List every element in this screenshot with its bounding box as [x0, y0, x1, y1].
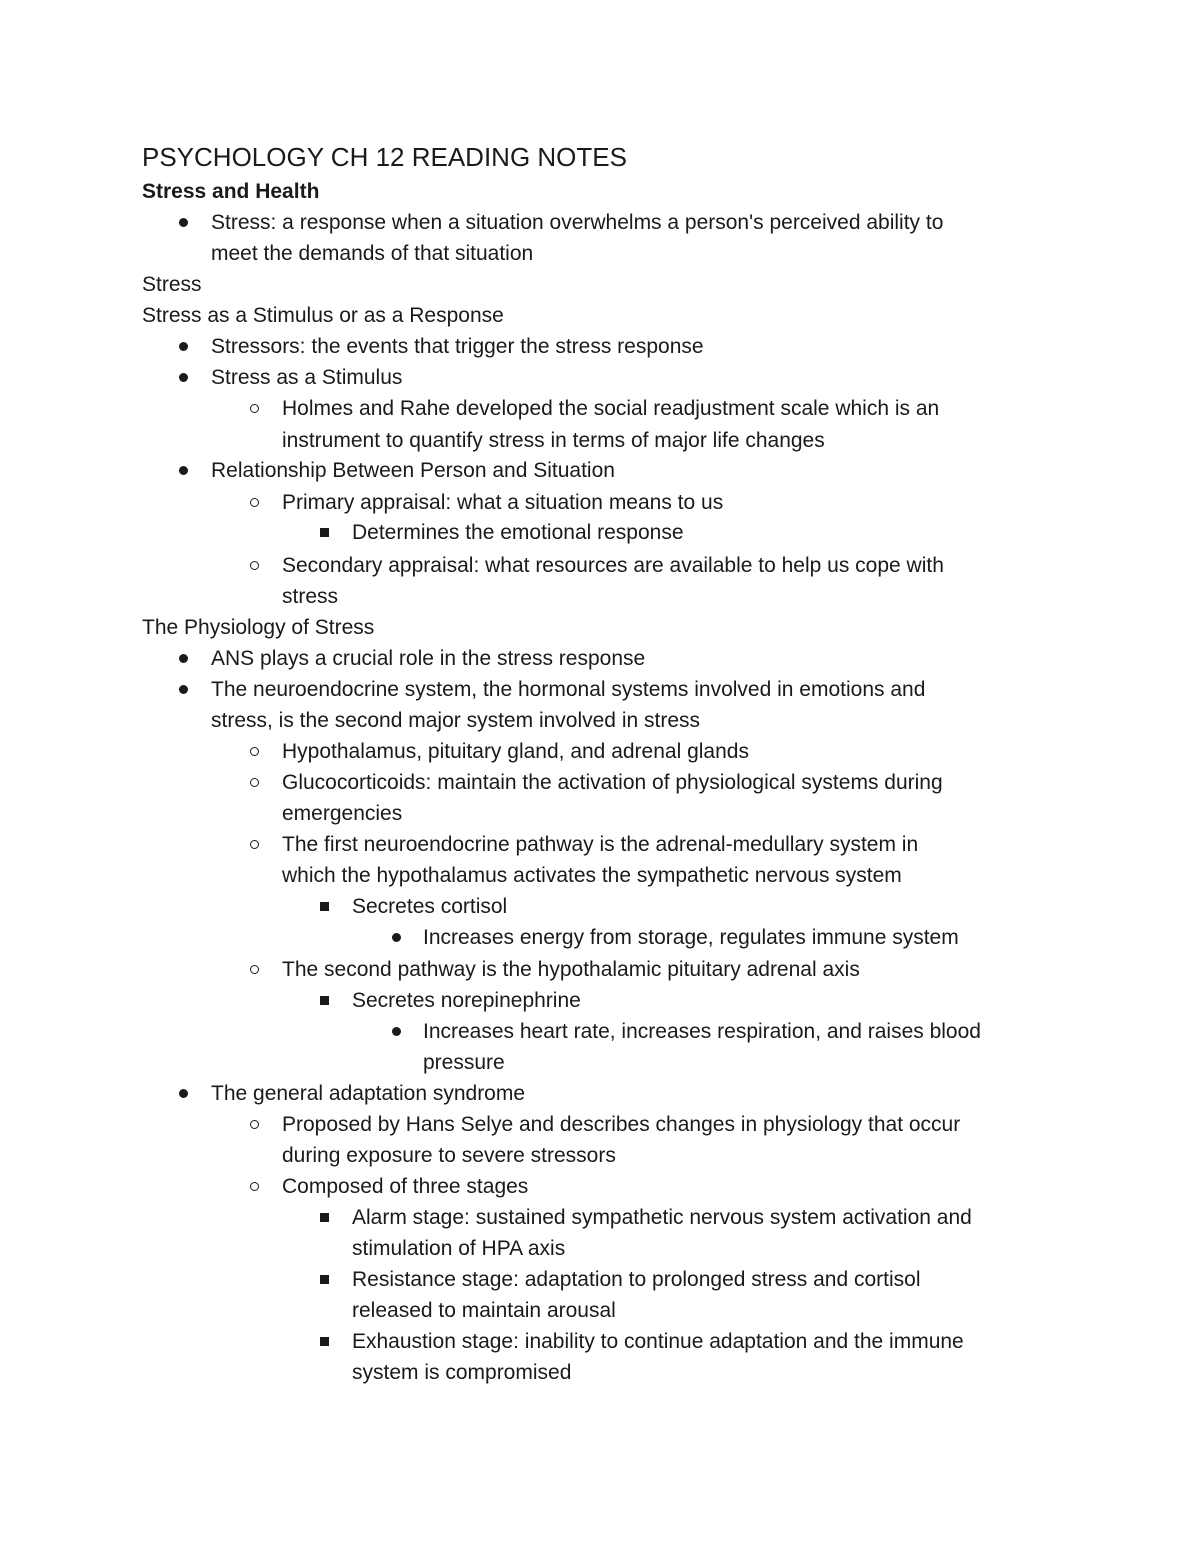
subheading: Stress	[142, 273, 202, 296]
bullet-text: Stress: a response when a situation overwhelms a person's perceived ability to	[211, 211, 944, 234]
subheading: The Physiology of Stress	[142, 616, 375, 639]
bullet-text: The neuroendocrine system, the hormonal systems involved in emotions and	[211, 678, 926, 701]
document-title: PSYCHOLOGY CH 12 READING NOTES	[142, 142, 627, 172]
bullet-text: Proposed by Hans Selye and describes changes in physiology that occur	[282, 1113, 961, 1136]
bullet-circle-icon	[250, 840, 259, 849]
bullet-text: Composed of three stages	[282, 1175, 529, 1198]
bullet-text: Stress as a Stimulus	[211, 366, 403, 389]
bullet-disc-icon	[179, 342, 188, 351]
bullet-text: Resistance stage: adaptation to prolonged stress and cortisol	[352, 1268, 921, 1291]
bullet-circle-icon	[250, 778, 259, 787]
bullet-text: Determines the emotional response	[352, 521, 684, 544]
bullet-square-icon	[320, 1337, 329, 1346]
bullet-circle-icon	[250, 965, 259, 974]
bullet-circle-icon	[250, 1182, 259, 1191]
bullet-disc-icon	[392, 1027, 401, 1036]
bullet-text: Secretes cortisol	[352, 895, 508, 918]
bullet-disc-icon	[392, 933, 401, 942]
bullet-square-icon	[320, 996, 329, 1005]
bullet-text: The second pathway is the hypothalamic pituitary adrenal axis	[282, 958, 860, 981]
bullet-text: The general adaptation syndrome	[211, 1082, 526, 1105]
section-heading: Stress and Health	[142, 180, 320, 203]
bullet-text: Stressors: the events that trigger the stress response	[211, 335, 704, 358]
bullet-square-icon	[320, 1213, 329, 1222]
bullet-text: Increases energy from storage, regulates immune system	[423, 926, 959, 949]
bullet-circle-icon	[250, 404, 259, 413]
bullet-text-continuation: pressure	[423, 1051, 505, 1074]
bullet-text: Alarm stage: sustained sympathetic nervous system activation and	[352, 1206, 972, 1229]
bullet-circle-icon	[250, 747, 259, 756]
bullet-disc-icon	[179, 654, 188, 663]
subheading: Stress as a Stimulus or as a Response	[142, 304, 504, 327]
bullet-text: Exhaustion stage: inability to continue adaptation and the immune	[352, 1330, 964, 1353]
bullet-disc-icon	[179, 1089, 188, 1098]
bullet-text: Increases heart rate, increases respiration, and raises blood	[423, 1020, 981, 1043]
bullet-text: Primary appraisal: what a situation means to us	[282, 491, 724, 514]
bullet-square-icon	[320, 902, 329, 911]
bullet-text: Relationship Between Person and Situation	[211, 459, 615, 482]
bullet-circle-icon	[250, 1120, 259, 1129]
bullet-disc-icon	[179, 466, 188, 475]
bullet-text: The first neuroendocrine pathway is the adrenal-medullary system in	[282, 833, 919, 856]
bullet-text-continuation: released to maintain arousal	[352, 1299, 616, 1322]
bullet-text-continuation: which the hypothalamus activates the sympathetic nervous system	[282, 864, 902, 887]
bullet-text-continuation: stress, is the second major system involved in stress	[211, 709, 701, 732]
bullet-circle-icon	[250, 498, 259, 507]
bullet-text-continuation: emergencies	[282, 802, 403, 825]
bullet-text: Holmes and Rahe developed the social readjustment scale which is an	[282, 397, 940, 420]
bullet-text-continuation: stress	[282, 585, 339, 608]
bullet-text-continuation: system is compromised	[352, 1361, 572, 1384]
bullet-text: Secondary appraisal: what resources are available to help us cope with	[282, 554, 944, 577]
bullet-text-continuation: meet the demands of that situation	[211, 242, 534, 265]
bullet-text: Secretes norepinephrine	[352, 989, 581, 1012]
bullet-disc-icon	[179, 218, 188, 227]
bullet-text: Hypothalamus, pituitary gland, and adrenal glands	[282, 740, 749, 763]
bullet-square-icon	[320, 528, 329, 537]
bullet-text-continuation: stimulation of HPA axis	[352, 1237, 566, 1260]
bullet-text-continuation: instrument to quantify stress in terms of major life changes	[282, 429, 825, 452]
bullet-text: Glucocorticoids: maintain the activation of physiological systems during	[282, 771, 943, 794]
bullet-text-continuation: during exposure to severe stressors	[282, 1144, 616, 1167]
bullet-square-icon	[320, 1275, 329, 1284]
bullet-disc-icon	[179, 685, 188, 694]
bullet-circle-icon	[250, 561, 259, 570]
bullet-disc-icon	[179, 373, 188, 382]
bullet-text: ANS plays a crucial role in the stress response	[211, 647, 646, 670]
